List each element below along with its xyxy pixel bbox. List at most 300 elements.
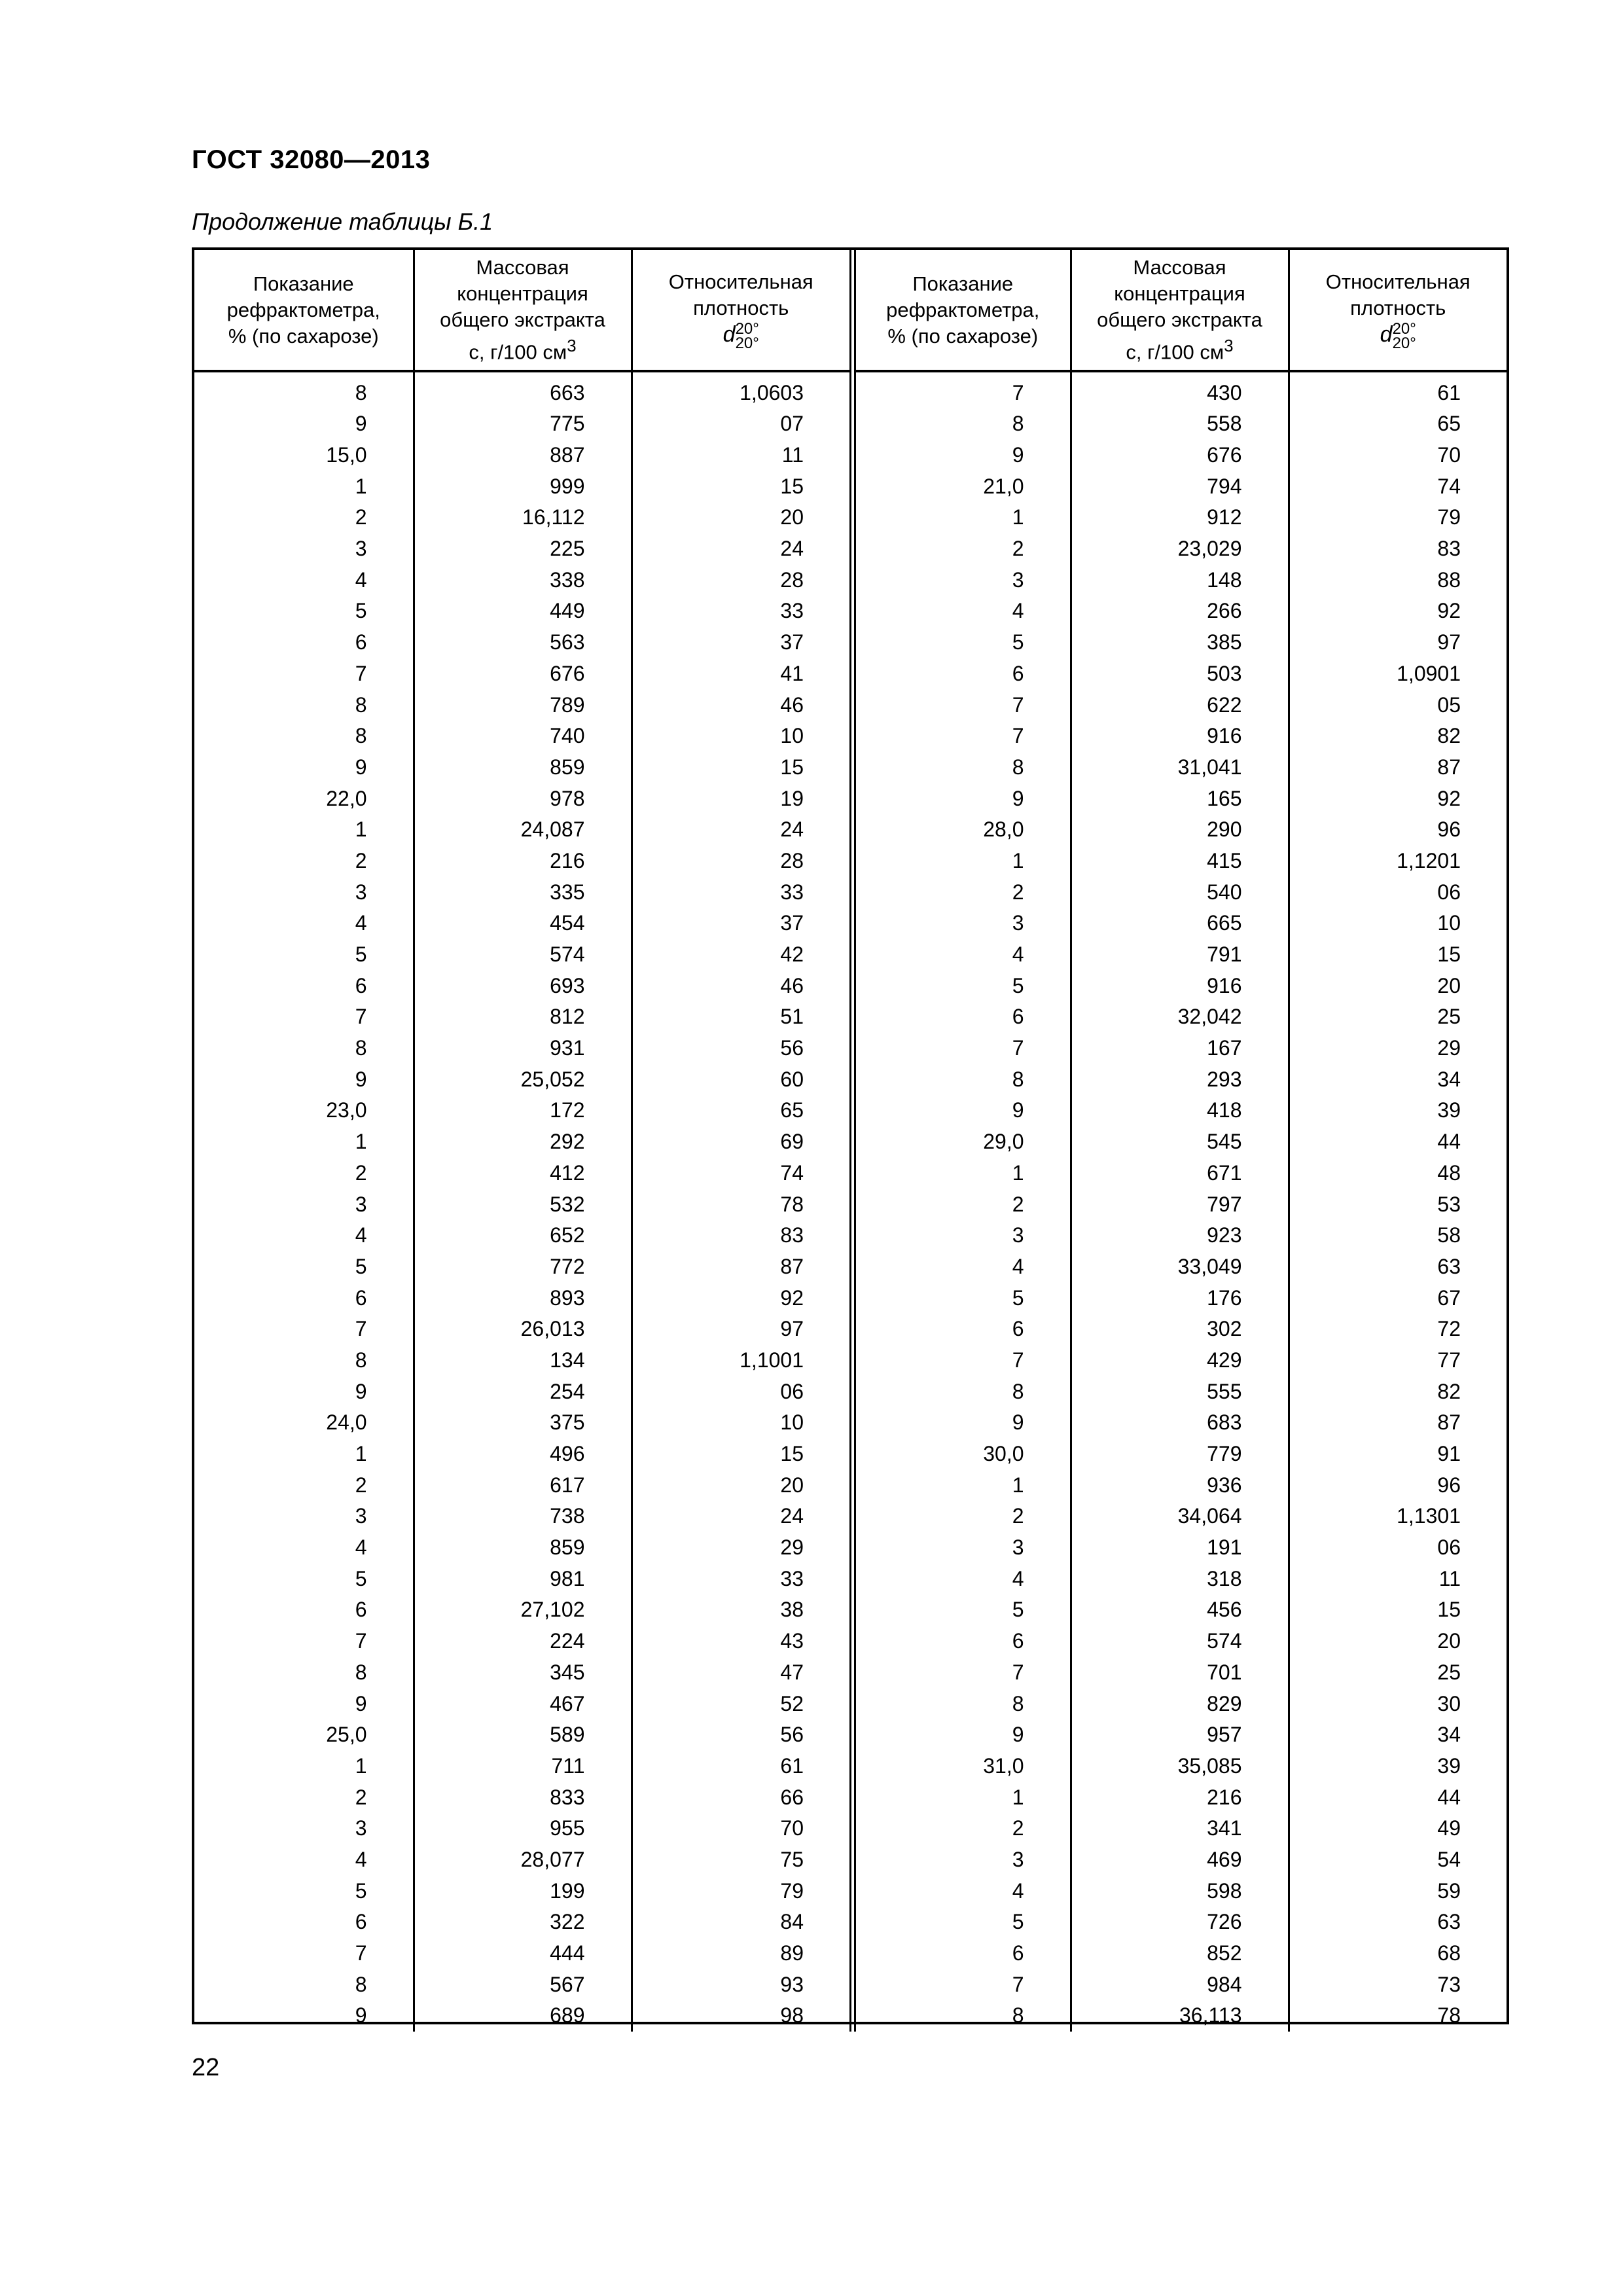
cell-concentration: 893 xyxy=(414,1282,632,1314)
cell-reading: 4 xyxy=(194,908,414,939)
table-row xyxy=(194,1907,1507,1938)
cell-concentration: 25,052 xyxy=(414,1064,632,1095)
table-row xyxy=(194,1532,1507,1564)
cell-reading: 3 xyxy=(194,1189,414,1220)
cell-concentration: 663 xyxy=(414,371,632,408)
cell-density: 97 xyxy=(1437,630,1461,655)
cell-density: 78 xyxy=(632,1189,853,1220)
column-header-concentration: Массовая концентрация общего экстракта c, г/100 $см^3$ xyxy=(1071,250,1289,371)
cell-reading: 7 xyxy=(194,658,414,690)
cell-density: 87 xyxy=(1437,755,1461,779)
cell-concentration: 532 xyxy=(414,1189,632,1220)
cell-density: 65 xyxy=(632,1095,853,1126)
cell-density: 56 xyxy=(632,1033,853,1064)
cell-reading: 5 xyxy=(194,1563,414,1594)
cell-density: 24 xyxy=(632,814,853,846)
cell-concentration: 412 xyxy=(414,1158,632,1189)
cell-concentration: 859 xyxy=(414,752,632,783)
cell-concentration: 172 xyxy=(414,1095,632,1126)
cell-reading: 3 xyxy=(853,1844,1071,1876)
cell-concentration: 134 xyxy=(414,1345,632,1376)
table-row xyxy=(194,1969,1507,2000)
cell-reading: 9 xyxy=(194,752,414,783)
cell-density: 1,1201 xyxy=(1397,848,1461,872)
cell-reading: 1 xyxy=(853,1469,1071,1501)
cell-concentration: 589 xyxy=(414,1719,632,1751)
cell-concentration: 540 xyxy=(1071,876,1289,908)
cell-density: 25 xyxy=(1437,1660,1461,1684)
cell-concentration: 955 xyxy=(414,1813,632,1844)
table-row xyxy=(194,471,1507,502)
cell-reading: 9 xyxy=(853,1407,1071,1439)
cell-reading: 2 xyxy=(853,533,1071,565)
cell-concentration: 984 xyxy=(1071,1969,1289,2000)
cell-density: 10 xyxy=(632,1407,853,1439)
cell-reading: 8 xyxy=(194,1345,414,1376)
cell-concentration: 35,085 xyxy=(1071,1751,1289,1782)
cell-concentration: 981 xyxy=(414,1563,632,1594)
cell-concentration: 574 xyxy=(414,939,632,971)
cell-density: 20 xyxy=(632,1469,853,1501)
cell-reading: 6 xyxy=(853,1001,1071,1033)
cell-reading: 8 xyxy=(853,1376,1071,1407)
cell-density: 93 xyxy=(632,1969,853,2000)
cell-density: 29 xyxy=(1437,1036,1461,1060)
cell-reading: 6 xyxy=(194,970,414,1001)
cell-density: 74 xyxy=(632,1158,853,1189)
cell-reading: 25,0 xyxy=(194,1719,414,1751)
cell-density: 92 xyxy=(1437,599,1461,623)
cell-density: 70 xyxy=(1437,443,1461,467)
cell-reading: 6 xyxy=(194,1282,414,1314)
cell-concentration: 957 xyxy=(1071,1719,1289,1751)
cell-reading: 7 xyxy=(194,1938,414,1969)
table-row xyxy=(194,1439,1507,1470)
cell-reading: 2 xyxy=(853,1813,1071,1844)
cell-density: 15 xyxy=(632,471,853,502)
cell-concentration: 456 xyxy=(1071,1594,1289,1626)
cell-density: 96 xyxy=(1437,817,1461,842)
cell-reading: 30,0 xyxy=(853,1439,1071,1470)
cell-concentration: 652 xyxy=(414,1220,632,1251)
table-row xyxy=(194,783,1507,814)
table-row xyxy=(194,2000,1507,2032)
cell-reading: 4 xyxy=(853,1251,1071,1283)
cell-concentration: 676 xyxy=(414,658,632,690)
cell-concentration: 254 xyxy=(414,1376,632,1407)
cell-density: 61 xyxy=(1437,381,1461,404)
cell-reading: 4 xyxy=(853,939,1071,971)
cell-concentration: 916 xyxy=(1071,970,1289,1001)
cell-reading: 2 xyxy=(194,1782,414,1813)
table-row xyxy=(194,752,1507,783)
cell-reading: 1 xyxy=(194,1751,414,1782)
table-row xyxy=(194,371,1507,408)
cell-reading: 9 xyxy=(853,1719,1071,1751)
cell-reading: 5 xyxy=(194,1251,414,1283)
cell-concentration: 444 xyxy=(414,1938,632,1969)
cell-reading: 4 xyxy=(853,596,1071,627)
cell-density: 1,0603 xyxy=(632,371,853,408)
cell-concentration: 176 xyxy=(1071,1282,1289,1314)
cell-reading: 5 xyxy=(853,970,1071,1001)
cell-reading: 4 xyxy=(194,564,414,596)
cell-reading: 4 xyxy=(194,1220,414,1251)
cell-density: 05 xyxy=(1437,692,1461,717)
cell-concentration: 449 xyxy=(414,596,632,627)
cell-density: 11 xyxy=(1438,1566,1461,1590)
cell-reading: 9 xyxy=(194,2000,414,2032)
cell-reading: 7 xyxy=(194,1626,414,1657)
cell-density: 77 xyxy=(1437,1348,1461,1372)
cell-concentration: 558 xyxy=(1071,408,1289,440)
cell-concentration: 32,042 xyxy=(1071,1001,1289,1033)
cell-concentration: 772 xyxy=(414,1251,632,1283)
cell-concentration: 31,041 xyxy=(1071,752,1289,783)
cell-concentration: 563 xyxy=(414,627,632,658)
table-row xyxy=(194,1033,1507,1064)
cell-concentration: 23,029 xyxy=(1071,533,1289,565)
cell-density: 69 xyxy=(632,1126,853,1158)
table-row xyxy=(194,1407,1507,1439)
cell-concentration: 812 xyxy=(414,1001,632,1033)
cell-concentration: 689 xyxy=(414,2000,632,2032)
cell-density: 96 xyxy=(1437,1473,1461,1497)
cell-reading: 5 xyxy=(194,596,414,627)
cell-reading: 9 xyxy=(194,1376,414,1407)
cell-concentration: 683 xyxy=(1071,1407,1289,1439)
table-row xyxy=(194,502,1507,533)
cell-reading: 7 xyxy=(194,1001,414,1033)
cell-density: 46 xyxy=(632,689,853,721)
cell-density: 15 xyxy=(632,1439,853,1470)
cell-reading: 8 xyxy=(853,2000,1071,2032)
cell-density: 42 xyxy=(632,939,853,971)
cell-density: 20 xyxy=(1437,1629,1461,1653)
cell-density: 34 xyxy=(1437,1067,1461,1091)
cell-density: 87 xyxy=(632,1251,853,1283)
cell-reading: 5 xyxy=(853,1594,1071,1626)
cell-concentration: 225 xyxy=(414,533,632,565)
table-row xyxy=(194,1189,1507,1220)
cell-reading: 7 xyxy=(853,371,1071,408)
cell-reading: 1 xyxy=(853,1782,1071,1813)
table-row xyxy=(194,1251,1507,1283)
cell-reading: 3 xyxy=(853,1220,1071,1251)
cell-concentration: 791 xyxy=(1071,939,1289,971)
cell-density: 46 xyxy=(632,970,853,1001)
cell-reading: 2 xyxy=(194,846,414,877)
cell-density: 82 xyxy=(1437,724,1461,748)
cell-density: 54 xyxy=(1437,1847,1461,1871)
cell-reading: 6 xyxy=(853,658,1071,690)
cell-reading: 1 xyxy=(853,1158,1071,1189)
cell-concentration: 26,013 xyxy=(414,1314,632,1345)
cell-reading: 5 xyxy=(853,1282,1071,1314)
cell-concentration: 469 xyxy=(1071,1844,1289,1876)
table-row xyxy=(194,1844,1507,1876)
cell-density: 41 xyxy=(632,658,853,690)
cell-reading: 15,0 xyxy=(194,440,414,471)
cell-reading: 6 xyxy=(194,1907,414,1938)
cell-density: 15 xyxy=(1437,942,1461,967)
table-row xyxy=(194,564,1507,596)
cell-concentration: 292 xyxy=(414,1126,632,1158)
cell-concentration: 454 xyxy=(414,908,632,939)
cell-concentration: 429 xyxy=(1071,1345,1289,1376)
cell-reading: 2 xyxy=(853,1189,1071,1220)
cell-density: 29 xyxy=(632,1532,853,1564)
cell-reading: 1 xyxy=(853,502,1071,533)
column-header-density: Относительная плотность d 20° 20° xyxy=(1289,250,1507,371)
cell-concentration: 797 xyxy=(1071,1189,1289,1220)
cell-density: 33 xyxy=(632,596,853,627)
cell-concentration: 191 xyxy=(1071,1532,1289,1564)
cell-density: 47 xyxy=(632,1657,853,1689)
cell-concentration: 385 xyxy=(1071,627,1289,658)
cell-reading: 24,0 xyxy=(194,1407,414,1439)
cell-density: 07 xyxy=(632,408,853,440)
cell-concentration: 216 xyxy=(414,846,632,877)
table-row xyxy=(194,1782,1507,1813)
cell-concentration: 676 xyxy=(1071,440,1289,471)
table-row xyxy=(194,1064,1507,1095)
cell-reading: 1 xyxy=(194,1126,414,1158)
cell-density: 84 xyxy=(632,1907,853,1938)
cell-concentration: 567 xyxy=(414,1969,632,2000)
cell-reading: 3 xyxy=(194,533,414,565)
cell-reading: 3 xyxy=(194,1813,414,1844)
cell-concentration: 302 xyxy=(1071,1314,1289,1345)
cell-concentration: 936 xyxy=(1071,1469,1289,1501)
cell-density: 38 xyxy=(632,1594,853,1626)
cell-reading: 7 xyxy=(853,1969,1071,2000)
cell-density: 37 xyxy=(632,908,853,939)
cell-density: 30 xyxy=(1437,1691,1461,1715)
table-row xyxy=(194,970,1507,1001)
cell-concentration: 165 xyxy=(1071,783,1289,814)
cell-density: 10 xyxy=(632,721,853,752)
cell-concentration: 545 xyxy=(1071,1126,1289,1158)
cell-concentration: 789 xyxy=(414,689,632,721)
cell-density: 66 xyxy=(632,1782,853,1813)
cell-density: 73 xyxy=(1437,1972,1461,1996)
cell-concentration: 931 xyxy=(414,1033,632,1064)
cell-reading: 9 xyxy=(194,1688,414,1719)
cell-density: 58 xyxy=(1437,1223,1461,1247)
cell-concentration: 148 xyxy=(1071,564,1289,596)
cell-concentration: 341 xyxy=(1071,1813,1289,1844)
cell-reading: 2 xyxy=(853,876,1071,908)
cell-concentration: 293 xyxy=(1071,1064,1289,1095)
cell-concentration: 794 xyxy=(1071,471,1289,502)
cell-concentration: 665 xyxy=(1071,908,1289,939)
table-row xyxy=(194,1875,1507,1907)
cell-reading: 3 xyxy=(194,876,414,908)
cell-reading: 28,0 xyxy=(853,814,1071,846)
cell-reading: 8 xyxy=(194,1033,414,1064)
cell-density: 15 xyxy=(632,752,853,783)
cell-density: 79 xyxy=(632,1875,853,1907)
cell-density: 33 xyxy=(632,876,853,908)
cell-concentration: 852 xyxy=(1071,1938,1289,1969)
cell-density: 20 xyxy=(1437,973,1461,997)
cell-concentration: 224 xyxy=(414,1626,632,1657)
cell-concentration: 418 xyxy=(1071,1095,1289,1126)
cell-reading: 31,0 xyxy=(853,1751,1071,1782)
cell-reading: 9 xyxy=(194,1064,414,1095)
cell-concentration: 36,113 xyxy=(1071,2000,1289,2032)
cell-concentration: 345 xyxy=(414,1657,632,1689)
cell-reading: 6 xyxy=(853,1626,1071,1657)
cell-reading: 6 xyxy=(194,627,414,658)
cell-reading: 7 xyxy=(194,1314,414,1345)
table-row xyxy=(194,1719,1507,1751)
cell-density: 83 xyxy=(632,1220,853,1251)
cell-concentration: 335 xyxy=(414,876,632,908)
table-row xyxy=(194,846,1507,877)
column-header-concentration: Массовая концентрация общего экстракта c, г/100 $см^3$ xyxy=(414,250,632,371)
cell-reading: 8 xyxy=(853,1064,1071,1095)
table-row xyxy=(194,627,1507,658)
cell-density: 63 xyxy=(1437,1254,1461,1278)
cell-density: 06 xyxy=(1437,880,1461,904)
cell-concentration: 338 xyxy=(414,564,632,596)
cell-density: 63 xyxy=(1437,1910,1461,1934)
cell-reading: 1 xyxy=(853,846,1071,877)
cell-reading: 5 xyxy=(853,627,1071,658)
cell-concentration: 27,102 xyxy=(414,1594,632,1626)
cell-reading: 8 xyxy=(194,371,414,408)
cell-reading: 8 xyxy=(194,721,414,752)
cell-density: 44 xyxy=(1437,1130,1461,1154)
table-row xyxy=(194,1095,1507,1126)
table-row xyxy=(194,1314,1507,1345)
table-row xyxy=(194,908,1507,939)
cell-density: 43 xyxy=(632,1626,853,1657)
cell-reading: 8 xyxy=(194,1657,414,1689)
table-row xyxy=(194,1501,1507,1532)
cell-reading: 7 xyxy=(853,1345,1071,1376)
cell-concentration: 693 xyxy=(414,970,632,1001)
cell-density: 72 xyxy=(1437,1317,1461,1341)
document-id: ГОСТ 32080—2013 xyxy=(192,145,431,174)
cell-density: 91 xyxy=(1437,1442,1461,1466)
cell-density: 68 xyxy=(1437,1941,1461,1965)
cell-density: 28 xyxy=(632,846,853,877)
cell-reading: 5 xyxy=(194,1875,414,1907)
column-header-reading: Показание рефрактометра, % (по сахарозе) xyxy=(853,250,1071,371)
cell-density: 24 xyxy=(632,1501,853,1532)
cell-reading: 8 xyxy=(853,752,1071,783)
table-row xyxy=(194,440,1507,471)
cell-concentration: 34,064 xyxy=(1071,1501,1289,1532)
cell-reading: 2 xyxy=(853,1501,1071,1532)
cell-concentration: 28,077 xyxy=(414,1844,632,1876)
cell-concentration: 829 xyxy=(1071,1688,1289,1719)
cell-reading: 8 xyxy=(853,1688,1071,1719)
cell-density: 10 xyxy=(1437,911,1461,935)
cell-concentration: 916 xyxy=(1071,721,1289,752)
cell-density: 59 xyxy=(1437,1878,1461,1903)
cell-density: 98 xyxy=(632,2000,853,2032)
cell-concentration: 617 xyxy=(414,1469,632,1501)
table-row xyxy=(194,1688,1507,1719)
cell-concentration: 574 xyxy=(1071,1626,1289,1657)
cell-concentration: 467 xyxy=(414,1688,632,1719)
table-row xyxy=(194,1469,1507,1501)
table-row xyxy=(194,596,1507,627)
cell-density: 39 xyxy=(1437,1098,1461,1122)
cell-concentration: 726 xyxy=(1071,1907,1289,1938)
cell-reading: 9 xyxy=(853,783,1071,814)
cell-density: 20 xyxy=(632,502,853,533)
table-row xyxy=(194,814,1507,846)
cell-concentration: 671 xyxy=(1071,1158,1289,1189)
cell-density: 53 xyxy=(1437,1192,1461,1216)
cell-reading: 1 xyxy=(194,1439,414,1470)
cell-density: 1,1001 xyxy=(632,1345,853,1376)
cell-density: 60 xyxy=(632,1064,853,1095)
table-row xyxy=(194,689,1507,721)
cell-concentration: 24,087 xyxy=(414,814,632,846)
cell-concentration: 216 xyxy=(1071,1782,1289,1813)
cell-density: 52 xyxy=(632,1688,853,1719)
cell-reading: 22,0 xyxy=(194,783,414,814)
table-row xyxy=(194,939,1507,971)
cell-density: 51 xyxy=(632,1001,853,1033)
cell-density: 44 xyxy=(1437,1785,1461,1809)
cell-reading: 9 xyxy=(194,408,414,440)
cell-density: 1,0901 xyxy=(1397,661,1461,685)
cell-concentration: 415 xyxy=(1071,846,1289,877)
cell-reading: 2 xyxy=(194,502,414,533)
cell-density: 24 xyxy=(632,533,853,565)
cell-concentration: 496 xyxy=(414,1439,632,1470)
header-row xyxy=(194,250,1507,371)
cell-concentration: 622 xyxy=(1071,689,1289,721)
table-row xyxy=(194,533,1507,565)
cell-density: 56 xyxy=(632,1719,853,1751)
cell-reading: 8 xyxy=(194,689,414,721)
cell-reading: 7 xyxy=(853,1033,1071,1064)
cell-reading: 7 xyxy=(853,721,1071,752)
cell-density: 49 xyxy=(1437,1816,1461,1840)
table-row xyxy=(194,721,1507,752)
cell-concentration: 167 xyxy=(1071,1033,1289,1064)
cell-concentration: 738 xyxy=(414,1501,632,1532)
table-row xyxy=(194,1126,1507,1158)
table-row xyxy=(194,876,1507,908)
cell-reading: 6 xyxy=(194,1594,414,1626)
cell-concentration: 833 xyxy=(414,1782,632,1813)
cell-concentration: 859 xyxy=(414,1532,632,1564)
cell-density: 82 xyxy=(1437,1379,1461,1403)
cell-density: 39 xyxy=(1437,1753,1461,1778)
cell-density: 75 xyxy=(632,1844,853,1876)
cell-concentration: 266 xyxy=(1071,596,1289,627)
cell-concentration: 775 xyxy=(414,408,632,440)
cell-density: 92 xyxy=(1437,786,1461,810)
table-body xyxy=(194,371,1507,2032)
cell-reading: 21,0 xyxy=(853,471,1071,502)
cell-density: 89 xyxy=(632,1938,853,1969)
cell-reading: 7 xyxy=(853,689,1071,721)
table-row xyxy=(194,1594,1507,1626)
table-row xyxy=(194,658,1507,690)
cell-concentration: 290 xyxy=(1071,814,1289,846)
cell-reading: 5 xyxy=(194,939,414,971)
